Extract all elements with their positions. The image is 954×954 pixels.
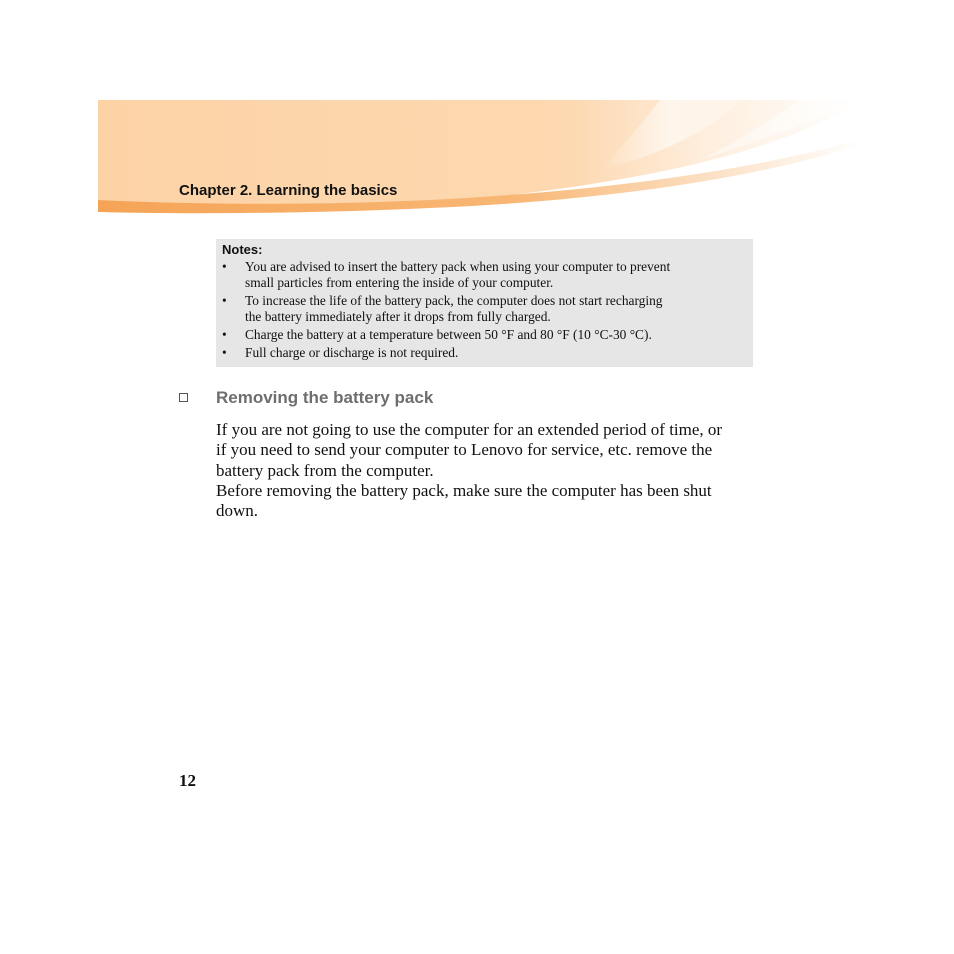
note-line: small particles from entering the inside of your computer. [245,275,554,290]
body-line: Before removing the battery pack, make sure the computer has been shut [216,480,712,500]
body-line: battery pack from the computer. [216,460,434,480]
body-line: if you need to send your computer to Lenovo for service, etc. remove the [216,440,713,460]
body-line: If you are not going to use the computer for an extended period of time, or [216,420,723,439]
bullet-icon: • [222,293,227,308]
bullet-icon: • [222,327,227,342]
chapter-header-band [0,0,954,230]
list-item [222,327,747,343]
square-bullet-icon [179,393,188,402]
section-body [216,420,756,521]
list-item [222,345,747,361]
note-line: Charge the battery at a temperature between 50 °F and 80 °F (10 °C-30 °C). [245,327,652,342]
list-item [222,259,747,291]
notes-box [216,239,753,367]
bullet-icon: • [222,345,227,360]
note-line: To increase the life of the battery pack, the computer does not start recharging [245,293,663,308]
paragraph [216,420,756,481]
chapter-title: Chapter 2. Learning the basics [179,182,398,199]
paragraph [216,481,756,522]
body-line: down. [216,501,259,521]
list-item [222,293,747,325]
notes-list [222,259,747,361]
header-decoration [0,0,954,230]
note-line: the battery immediately after it drops from fully charged. [245,309,551,324]
page-number: 12 [179,771,196,790]
notes-label: Notes: [222,242,263,257]
bullet-icon: • [222,259,227,274]
section-title: Removing the battery pack [216,388,434,407]
note-line: You are advised to insert the battery pack when using your computer to prevent [245,259,671,274]
note-line: Full charge or discharge is not required. [245,345,459,360]
